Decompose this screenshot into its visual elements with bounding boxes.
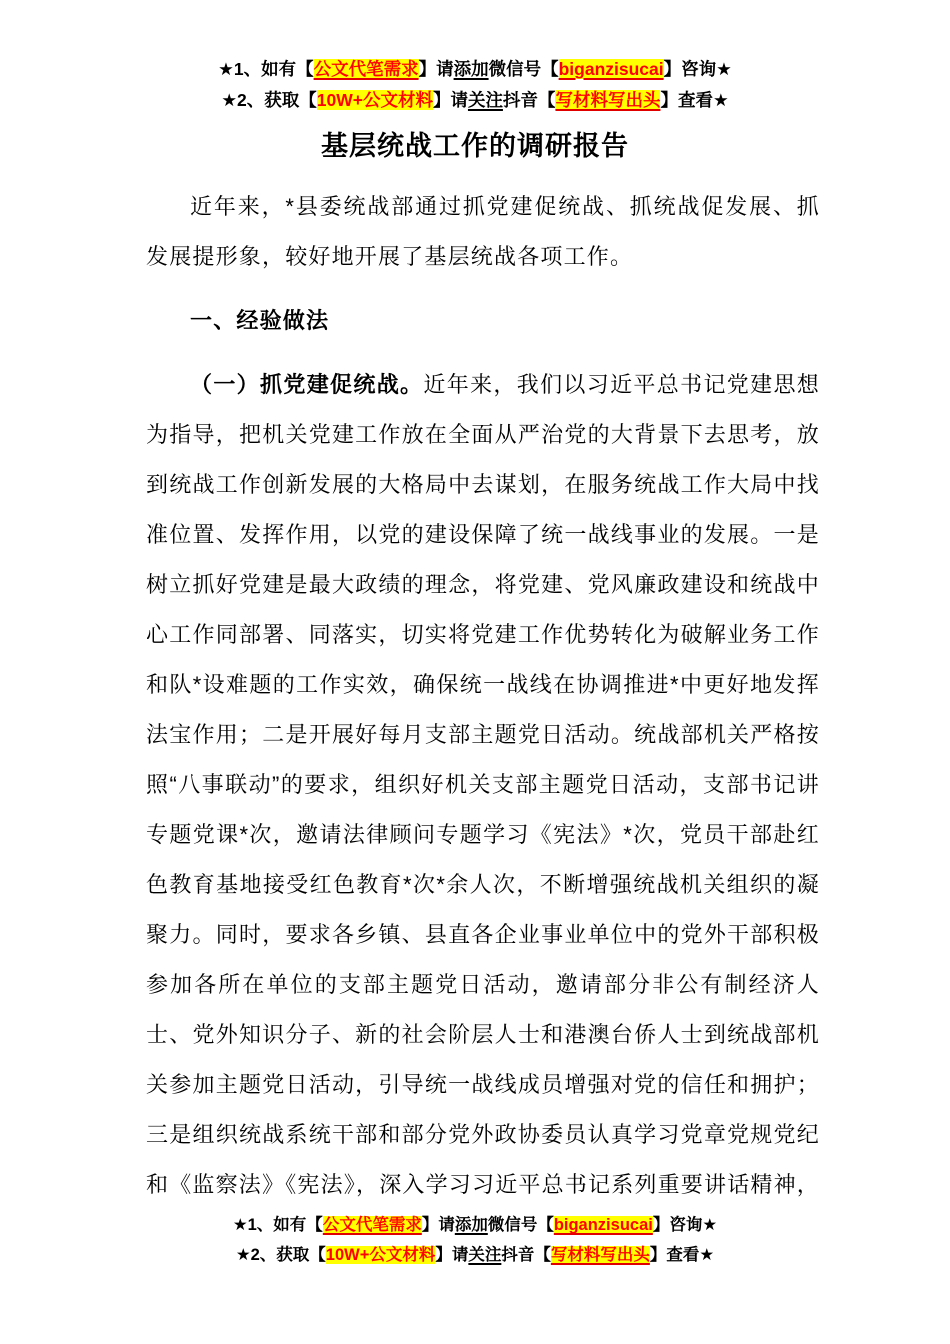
promo-segment: 公文代笔需求 [322, 1216, 422, 1234]
promo-segment: 10W+公文材料 [325, 1246, 436, 1264]
promo-segment: 公文代笔需求 [313, 59, 419, 79]
promo-header [0, 0, 950, 116]
promo-footer-line-2 [0, 1240, 950, 1270]
promo-segment: 关注 [467, 90, 503, 110]
section-heading: 一、经验做法 [190, 308, 330, 333]
promo-segment: 抖音【 [501, 1246, 551, 1264]
promo-footer [0, 1210, 950, 1270]
promo-segment: biganzisucai [558, 59, 664, 79]
promo-segment: ★1、如有【 [218, 59, 314, 79]
promo-header-line-1 [0, 54, 950, 85]
promo-segment: 添加 [454, 1216, 488, 1234]
promo-segment: ★2、获取【 [235, 1246, 326, 1264]
promo-segment: 写材料写出头 [550, 1246, 650, 1264]
promo-segment: 】咨询★ [652, 1216, 718, 1234]
promo-header-line-2 [0, 85, 950, 116]
promo-segment: 添加 [453, 59, 489, 79]
promo-segment: 】请 [418, 59, 454, 79]
promo-segment: 微信号【 [487, 1216, 554, 1234]
promo-segment: 10W+公文材料 [316, 90, 433, 110]
promo-segment: 】咨询★ [663, 59, 732, 79]
document-title: 基层统战工作的调研报告 [321, 131, 629, 161]
promo-segment: 】请 [435, 1246, 469, 1264]
promo-segment: 关注 [468, 1246, 502, 1264]
section-paragraph [146, 360, 820, 1210]
promo-segment: 抖音【 [502, 90, 556, 110]
promo-segment: 微信号【 [488, 59, 559, 79]
promo-footer-line-1 [0, 1210, 950, 1240]
section-paragraph-lead: （一）抓党建促统战。 [190, 372, 424, 397]
promo-segment: 】查看★ [660, 90, 729, 110]
promo-segment: 】请 [432, 90, 468, 110]
promo-segment: 】请 [421, 1216, 455, 1234]
section-paragraph-text: 近年来，我们以习近平总书记党建思想为指导，把机关党建工作放在全面从严治党的大背景下去思考，放到统战工作创新发展的大格局中去谋划，在服务统战工作大局中找准位置、发挥作用，以党的建设保障了统一战线事业的发展。一是树立抓好党建是最大政绩的理念，将党建、党风廉政建设和统战中心工作同部署、同落实，切实将党建工作优势转化为破解业务工作和队*设难题的工作实效，确保统一战线在协调推进*中更好地发挥法宝作用；二是开展好每月支部主题党日活动。统战部机关严格按照“八事联动”的要求，组织好机关支部主题党日活动，支部书记讲专题党课*次，邀请法律顾问专题学习《宪法》*次，党员干部赴红色教育基地接受红色教育*次*余人次，不断增强统战机关组织的凝聚力。同时，要求各乡镇、县直各企业事业单位中的党外干部积极参加各所在单位的支部主题党日活动，邀请部分非公有制经济人士、党外知识分子、新的社会阶层人士和港澳台侨人士到统战部机关参加主题党日活动，引导统一战线成员增强对党的信任和拥护；三是组织统战系统干部和部分党外政协委员认真学习党章党规党纪和《监察法》《宪法》，深入学习习近平总书记系列重要讲话精神， [146, 372, 821, 1197]
intro-paragraph: 近年来，*县委统战部通过抓党建促统战、抓统战促发展、抓发展提形象，较好地开展了基层统战各项工作。 [146, 194, 820, 269]
promo-segment: 】查看★ [649, 1246, 715, 1264]
promo-segment: ★2、获取【 [221, 90, 317, 110]
promo-segment: biganzisucai [553, 1216, 653, 1234]
promo-segment: ★1、如有【 [232, 1216, 323, 1234]
document-body [146, 182, 820, 1210]
promo-segment: 写材料写出头 [555, 90, 661, 110]
